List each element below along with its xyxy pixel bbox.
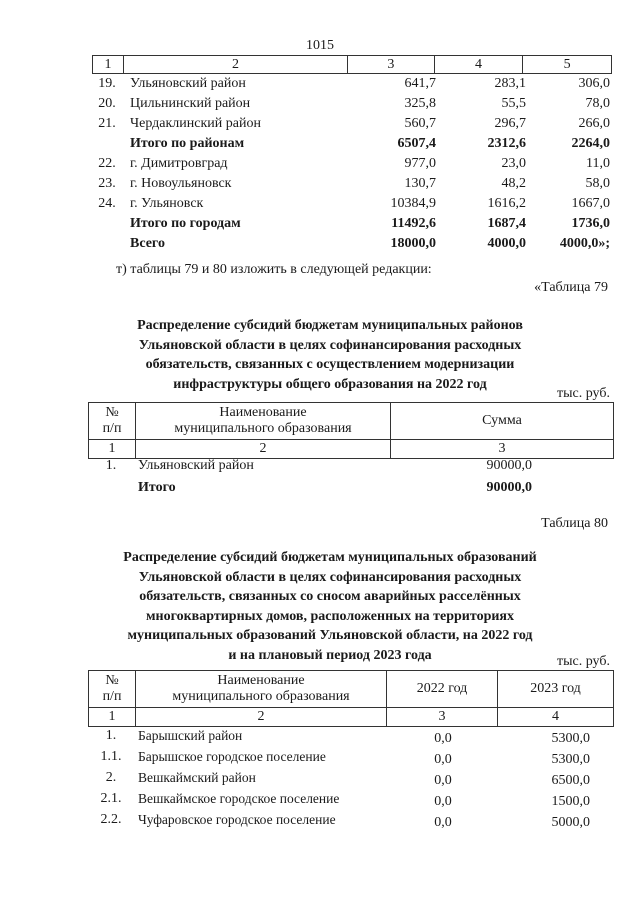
row-number: 2. bbox=[105, 770, 117, 785]
row-name: Чердаклинский район bbox=[130, 116, 261, 131]
row-col3: 6507,4 bbox=[397, 136, 436, 151]
row-2022: 0,0 bbox=[434, 815, 452, 830]
row-name: Вешкаймское городское поселение bbox=[138, 791, 340, 806]
row-number: 1. bbox=[105, 458, 117, 473]
table-row bbox=[92, 154, 612, 174]
table1-col2: 2 bbox=[123, 56, 347, 73]
row-name: Барышский район bbox=[138, 728, 243, 743]
row-col3: 977,0 bbox=[404, 156, 436, 171]
table-row bbox=[92, 134, 612, 154]
row-col4: 2312,6 bbox=[487, 136, 526, 151]
row-number: 24. bbox=[98, 196, 116, 211]
table80-col-name-line1: Наименование bbox=[217, 673, 305, 688]
table-row bbox=[92, 214, 612, 234]
table1-col5: 5 bbox=[522, 56, 611, 73]
row-number: 23. bbox=[98, 176, 116, 191]
row-col4: 283,1 bbox=[494, 76, 526, 91]
table80-col-2022: 2022 год bbox=[386, 671, 497, 707]
table80-col-2023: 2023 год bbox=[497, 671, 613, 707]
row-number: 1. bbox=[105, 728, 117, 743]
title-line: Распределение субсидий бюджетам муниципальных образований bbox=[123, 550, 537, 565]
table-row bbox=[88, 810, 612, 831]
row-col4: 1616,2 bbox=[487, 196, 526, 211]
row-number: 2.1. bbox=[100, 791, 122, 806]
table80-col-num bbox=[89, 671, 135, 707]
row-col5: 1667,0 bbox=[571, 196, 610, 211]
table80-col-num-line1: № bbox=[105, 673, 119, 688]
table79-col-num-line2: п/п bbox=[102, 421, 122, 436]
table79-title bbox=[100, 316, 560, 394]
table79-unit: тыс. руб. bbox=[557, 386, 610, 401]
table80-header bbox=[88, 670, 614, 727]
row-2022: 0,0 bbox=[434, 773, 452, 788]
title-line: Ульяновской области в целях софинансирования расходных bbox=[138, 569, 522, 585]
row-name: Ульяновский район bbox=[138, 458, 254, 473]
row-2023: 5000,0 bbox=[551, 815, 590, 830]
row-number: 2.2. bbox=[100, 812, 122, 827]
table80-label: Таблица 80 bbox=[541, 516, 608, 531]
row-col3: 10384,9 bbox=[390, 196, 436, 211]
table-row bbox=[88, 478, 612, 500]
row-name: г. Новоульяновск bbox=[130, 176, 232, 191]
table80-idx-3: 3 bbox=[386, 708, 497, 726]
table80-title bbox=[80, 548, 580, 665]
instruction-text: т) таблицы 79 и 80 изложить в следующей редакции: bbox=[116, 262, 432, 277]
row-col5: 58,0 bbox=[585, 176, 610, 191]
title-line: обязательств, связанных с осуществлением модернизации bbox=[145, 357, 515, 372]
row-name: г. Димитровград bbox=[130, 156, 228, 171]
table79-idx-2: 2 bbox=[135, 440, 390, 458]
table80-unit: тыс. руб. bbox=[557, 654, 610, 669]
row-col4: 296,7 bbox=[494, 116, 526, 131]
row-col4: 23,0 bbox=[501, 156, 526, 171]
row-2023: 1500,0 bbox=[551, 794, 590, 809]
row-col5: 4000,0»; bbox=[559, 236, 610, 251]
row-col3: 325,8 bbox=[404, 96, 436, 111]
row-number bbox=[92, 234, 122, 254]
table80-idx-4: 4 bbox=[497, 708, 613, 726]
row-number: 20. bbox=[98, 96, 116, 111]
row-number bbox=[92, 214, 122, 234]
row-number: 1.1. bbox=[100, 749, 122, 764]
row-name: Ульяновский район bbox=[130, 76, 246, 91]
row-name: Барышское городское поселение bbox=[138, 749, 326, 764]
row-number: 22. bbox=[98, 156, 116, 171]
table79-col-sum: Сумма bbox=[390, 403, 613, 439]
row-col4: 48,2 bbox=[501, 176, 526, 191]
row-2023: 6500,0 bbox=[551, 773, 590, 788]
row-name: Итого по городам bbox=[130, 216, 241, 231]
row-col4: 55,5 bbox=[501, 96, 526, 111]
row-col3: 130,7 bbox=[404, 176, 436, 191]
table-row bbox=[88, 747, 612, 768]
table80-idx-1: 1 bbox=[108, 709, 116, 724]
row-2022: 0,0 bbox=[434, 794, 452, 809]
row-number bbox=[92, 134, 122, 154]
table1-header bbox=[92, 55, 612, 74]
table-row bbox=[92, 114, 612, 134]
table1-col3: 3 bbox=[347, 56, 434, 73]
table80-col-name-line2: муниципального образования bbox=[172, 689, 350, 704]
row-sum: 90000,0 bbox=[486, 458, 532, 473]
table80-col-num-line2: п/п bbox=[102, 689, 122, 704]
table-row bbox=[92, 74, 612, 94]
table79-body bbox=[88, 456, 612, 500]
title-line: муниципальных образований Ульяновской области, на 2022 год bbox=[127, 628, 533, 643]
table-row bbox=[88, 768, 612, 789]
title-line: многоквартирных домов, расположенных на территориях bbox=[146, 608, 514, 624]
row-sum: 90000,0 bbox=[486, 480, 532, 495]
row-number bbox=[88, 478, 134, 500]
row-name: Чуфаровское городское поселение bbox=[138, 812, 336, 827]
title-line: Распределение субсидий бюджетам муниципальных районов bbox=[137, 318, 523, 333]
table79-label: «Таблица 79 bbox=[534, 280, 608, 295]
table79-col-num bbox=[89, 403, 135, 439]
table79-header bbox=[88, 402, 614, 459]
table-row bbox=[92, 94, 612, 114]
row-name: Итого по районам bbox=[130, 136, 245, 151]
row-col3: 18000,0 bbox=[390, 236, 436, 251]
page-number: 1015 bbox=[306, 38, 334, 53]
table79-col-num-line1: № bbox=[105, 405, 119, 420]
table80-col-name bbox=[135, 671, 386, 707]
title-line: и на плановый период 2023 года bbox=[228, 647, 432, 663]
row-number: 21. bbox=[98, 116, 116, 131]
title-line: обязательств, связанных со сносом аварийных расселённых bbox=[139, 589, 521, 604]
row-name: Вешкаймский район bbox=[138, 770, 256, 785]
row-col5: 11,0 bbox=[586, 156, 610, 171]
table-row bbox=[92, 234, 612, 254]
table80-idx-2: 2 bbox=[135, 708, 386, 726]
row-col5: 266,0 bbox=[578, 116, 610, 131]
row-col4: 1687,4 bbox=[487, 216, 526, 231]
row-2023: 5300,0 bbox=[551, 731, 590, 746]
row-col3: 641,7 bbox=[404, 76, 436, 91]
table-row bbox=[88, 456, 612, 478]
row-name: Итого bbox=[138, 480, 176, 495]
row-name: Всего bbox=[130, 236, 165, 251]
row-name: г. Ульяновск bbox=[130, 196, 204, 211]
table79-col-name-line2: муниципального образования bbox=[174, 421, 352, 436]
row-number: 19. bbox=[98, 76, 116, 91]
table80-body bbox=[88, 726, 612, 831]
row-2022: 0,0 bbox=[434, 731, 452, 746]
table1-col4: 4 bbox=[434, 56, 523, 73]
row-col4: 4000,0 bbox=[487, 236, 526, 251]
row-col3: 11492,6 bbox=[391, 216, 436, 231]
row-col5: 78,0 bbox=[585, 96, 610, 111]
table79-idx-1: 1 bbox=[108, 441, 116, 456]
table-row bbox=[88, 789, 612, 810]
table-row bbox=[92, 194, 612, 214]
table-row bbox=[88, 726, 612, 747]
title-line: Ульяновской области в целях софинансирования расходных bbox=[138, 337, 522, 353]
table1-col1: 1 bbox=[104, 57, 112, 72]
table79-col-name-line1: Наименование bbox=[219, 405, 307, 420]
row-name: Цильнинский район bbox=[130, 96, 251, 111]
row-col3: 560,7 bbox=[404, 116, 436, 131]
table79-idx-3: 3 bbox=[390, 440, 613, 458]
table79-col-name bbox=[135, 403, 390, 439]
row-2022: 0,0 bbox=[434, 752, 452, 767]
row-col5: 306,0 bbox=[578, 76, 610, 91]
row-col5: 1736,0 bbox=[571, 216, 610, 231]
title-line: инфраструктуры общего образования на 2022 год bbox=[173, 376, 487, 392]
table1-body bbox=[92, 74, 612, 254]
table-row bbox=[92, 174, 612, 194]
row-2023: 5300,0 bbox=[551, 752, 590, 767]
row-col5: 2264,0 bbox=[571, 136, 610, 151]
